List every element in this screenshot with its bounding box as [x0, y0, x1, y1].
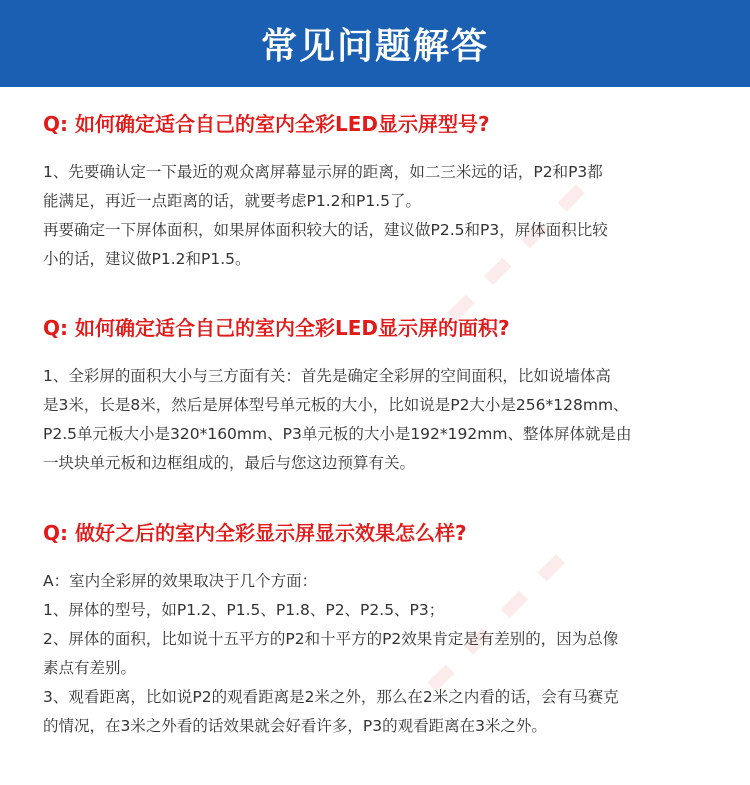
- faq-question: Q: 如何确定适合自己的室内全彩LED显示屏型号?: [43, 112, 490, 136]
- faq-answer-line: 小的话，建议做P1.2和P1.5。: [43, 250, 251, 268]
- faq-answer-line: 1、全彩屏的面积大小与三方面有关：首先是确定全彩屏的空间面积，比如说墙体高: [43, 367, 611, 385]
- faq-answer-line: 是3米，长是8米，然后是屏体型号单元板的大小，比如说是P2大小是256*128mm、: [43, 396, 629, 414]
- page-header: [0, 0, 750, 87]
- faq-question: Q: 做好之后的室内全彩显示屏显示效果怎么样?: [43, 521, 467, 545]
- faq-answer-line: 素点有差别。: [43, 659, 137, 677]
- faq-answer-line: 再要确定一下屏体面积，如果屏体面积较大的话，建议做P2.5和P3，屏体面积比较: [43, 221, 608, 239]
- faq-answer-line: 1、先要确认定一下最近的观众离屏幕显示屏的距离，如二三米远的话，P2和P3都: [43, 163, 603, 181]
- faq-item: [43, 314, 723, 342]
- faq-answer-line: 1、屏体的型号，如P1.2、P1.5、P1.8、P2、P2.5、P3；: [43, 601, 445, 619]
- faq-answer-line: A：室内全彩屏的效果取决于几个方面：: [43, 572, 318, 590]
- faq-item: [43, 110, 723, 138]
- faq-answer-line: 2、屏体的面积，比如说十五平方的P2和十平方的P2效果肯定是有差别的，因为总像: [43, 630, 619, 648]
- faq-item: [43, 519, 723, 547]
- faq-answer: [43, 158, 723, 274]
- faq-answer-line: 3、观看距离，比如说P2的观看距离是2米之外，那么在2米之内看的话，会有马赛克: [43, 688, 619, 706]
- faq-question: Q: 如何确定适合自己的室内全彩LED显示屏的面积?: [43, 316, 510, 340]
- faq-answer-line: 一块块单元板和边框组成的，最后与您这边预算有关。: [43, 454, 416, 472]
- faq-answer-line: 能满足，再近一点距离的话，就要考虑P1.2和P1.5了。: [43, 192, 421, 210]
- faq-answer-line: 的情况，在3米之外看的话效果就会好看许多，P3的观看距离在3米之外。: [43, 717, 547, 735]
- faq-answer-line: P2.5单元板大小是320*160mm、P3单元板的大小是192*192mm、整体屏体就是由: [43, 425, 632, 443]
- watermark-mark: ▬ ▬ ▬ ▬: [413, 537, 579, 703]
- page-title: 常见问题解答: [260, 26, 489, 67]
- watermark-mark: ▬ ▬ ▬ ▬: [433, 167, 599, 333]
- faq-answer: [43, 567, 723, 741]
- faq-answer: [43, 362, 723, 478]
